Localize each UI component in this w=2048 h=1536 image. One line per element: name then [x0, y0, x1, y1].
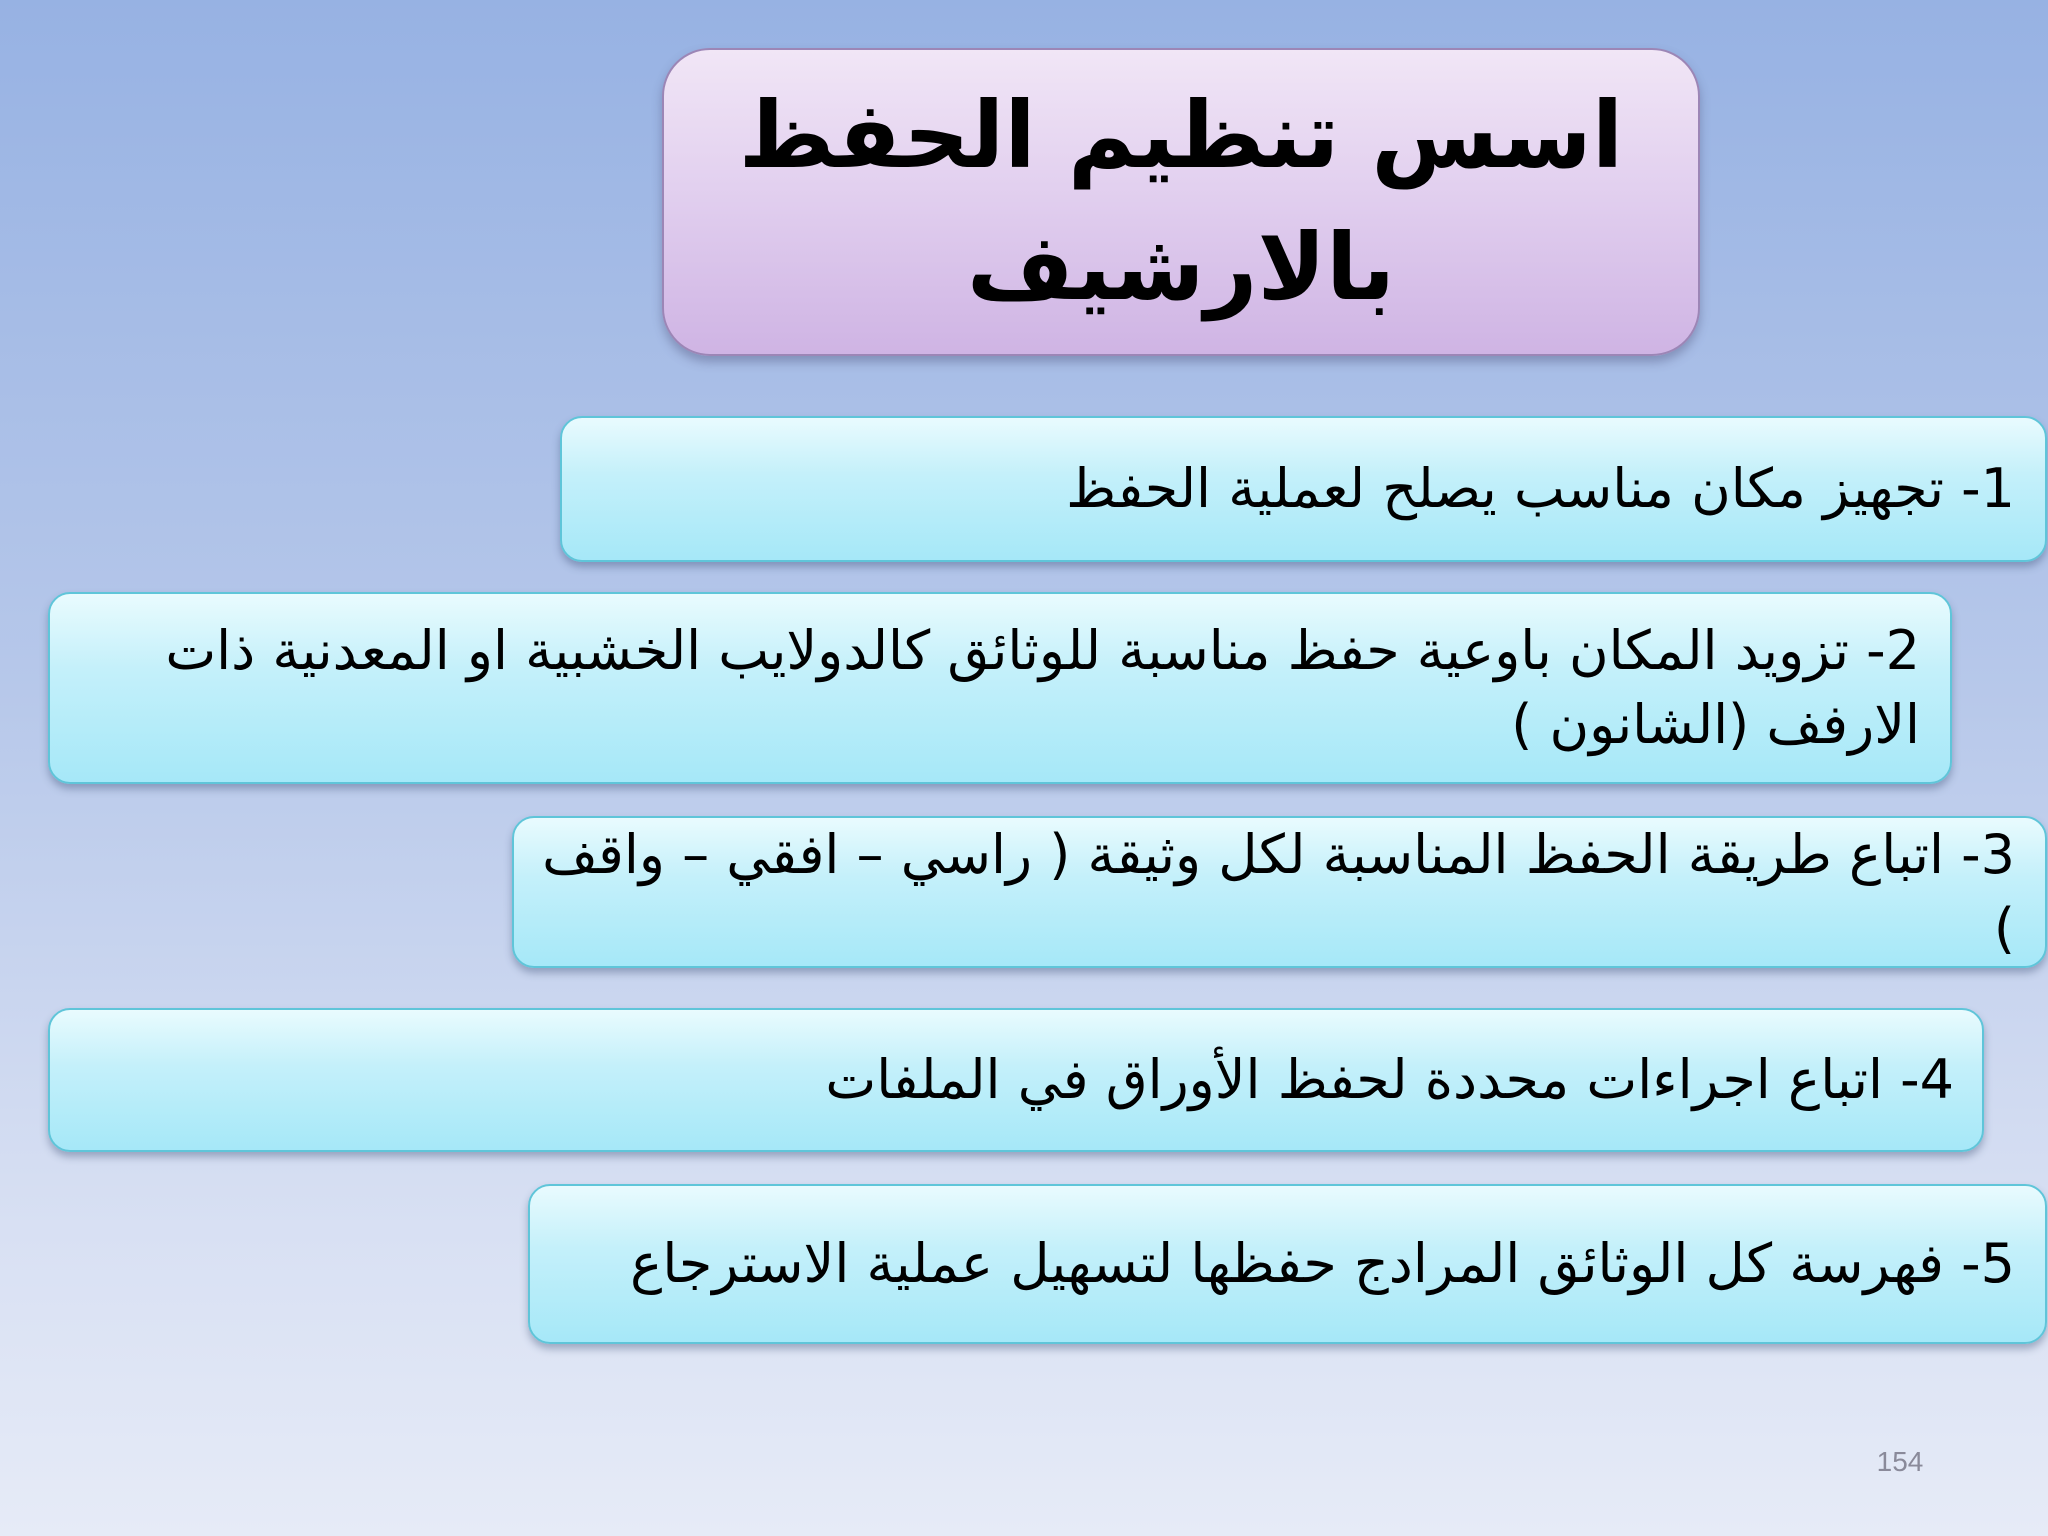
list-item-text: 2- تزويد المكان باوعية حفظ مناسبة للوثائق كالدولايب الخشبية او المعدنية ذات الارفف (الشانون ) [165, 619, 1920, 756]
title-line-1: اسس تنظيم الحفظ [738, 82, 1624, 189]
list-item-5 [528, 1184, 2047, 1344]
list-item-1 [560, 416, 2047, 562]
list-item-text: 5- فهرسة كل الوثائق المرادج حفظها لتسهيل عملية الاسترجاع [630, 1232, 2015, 1295]
page-number: 154 [1876, 1446, 1924, 1477]
title-box [662, 48, 1700, 356]
list-item-text: 1- تجهيز مكان مناسب يصلح لعملية الحفظ [1066, 457, 2015, 520]
list-item-2 [48, 592, 1952, 784]
title-line-2: بالارشيف [966, 214, 1396, 321]
slide-title [679, 70, 1684, 334]
list-item-text: 4- اتباع اجراءات محددة لحفظ الأوراق في الملفات [825, 1048, 1954, 1111]
list-item-4 [48, 1008, 1984, 1152]
list-item-3 [512, 816, 2047, 968]
list-item-text: 3- اتباع طريقة الحفظ المناسبة لكل وثيقة ( راسي – افقي – واقف ) [542, 823, 2015, 960]
